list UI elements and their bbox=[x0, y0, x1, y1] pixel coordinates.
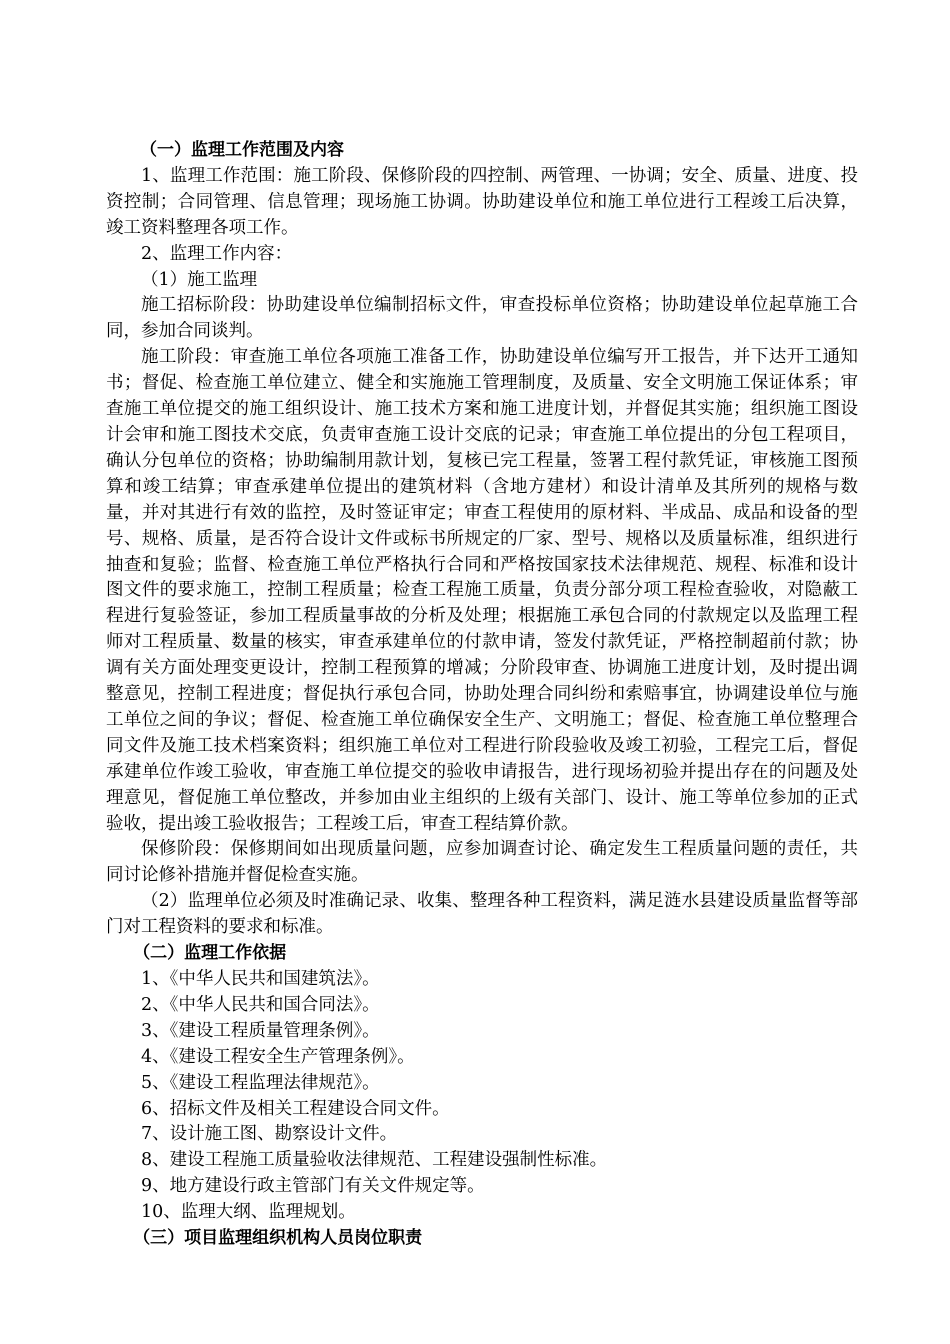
paragraph-warranty-stage: 保修阶段：保修期间如出现质量问题，应参加调查讨论、确定发生工程质量问题的责任，共同讨论修补措施并督促检查实施。 bbox=[106, 839, 858, 886]
list-item: 2、《中华人民共和国合同法》。 bbox=[141, 994, 380, 1015]
section-heading-3: （三）项目监理组织机构人员岗位职责 bbox=[133, 1228, 423, 1249]
list-item: 10、监理大纲、监理规划。 bbox=[141, 1202, 356, 1223]
list-item: 9、地方建设行政主管部门有关文件规定等。 bbox=[141, 1176, 485, 1197]
list-item: 1、《中华人民共和国建筑法》。 bbox=[141, 969, 380, 989]
document-page bbox=[106, 138, 858, 1252]
list-item: 3、《建设工程质量管理条例》。 bbox=[141, 1020, 380, 1041]
list-item: 5、《建设工程监理法律规范》。 bbox=[141, 1072, 380, 1093]
list-item: 4、《建设工程安全生产管理条例》。 bbox=[141, 1046, 415, 1067]
paragraph-records: （2）监理单位必须及时准确记录、收集、整理各种工程资料，满足涟水县建设质量监督等部门对工程资料的要求和标准。 bbox=[106, 891, 858, 938]
list-item: 6、招标文件及相关工程建设合同文件。 bbox=[141, 1098, 450, 1119]
section-heading-1: （一）监理工作范围及内容 bbox=[140, 140, 344, 160]
paragraph-scope: 1、监理工作范围：施工阶段、保修阶段的四控制、两管理、一协调；安全、质量、进度、投资控制；合同管理、信息管理；现场施工协调。协助建设单位和施工单位进行工程竣工后决算，竣工资料整理各项工作。 bbox=[106, 165, 858, 238]
paragraph-content-label: 2、监理工作内容： bbox=[141, 243, 293, 264]
list-item: 8、建设工程施工质量验收法律规范、工程建设强制性标准。 bbox=[141, 1150, 608, 1171]
paragraph-bidding-stage: 施工招标阶段：协助建设单位编制招标文件，审查投标单位资格；协助建设单位起草施工合同，参加合同谈判。 bbox=[106, 295, 858, 342]
section-heading-2: （二）监理工作依据 bbox=[133, 943, 287, 964]
paragraph-construction-stage: 施工阶段：审查施工单位各项施工准备工作，协助建设单位编写开工报告，并下达开工通知书；督促、检查施工单位建立、健全和实施施工管理制度，及质量、安全文明施工保证体系；审查施工单位提交的施工组织设计、施工技术方案和施工进度计划，并督促其实施；组织施工图设计会审和施工图技术交底，负责审查施工设计交底的记录；审查施工单位提出的分包工程项目，确认分包单位的资格；协助编制用款计划，复核已完工程量，签署工程付款凭证，审核施工图预算和竣工结算；审查承建单位提出的建筑材料（含地方建材）和设计清单及其所列的规格与数量，并对其进行有效的监控，及时签证审定；审查工程使用的原材料、半成品、成品和设备的型号、规格、质量，是否符合设计文件或标书所规定的厂家、型号、规格以及质量标准，组织进行抽查和复验；监督、检查施工单位严格执行合同和严格按国家技术法律规范、规程、标准和设计图文件的要求施工，控制工程质量；检查工程施工质量，负责分部分项工程检查验收，对隐蔽工程进行复验签证，参加工程质量事故的分析及处理；根据施工承包合同的付款规定以及监理工程师对工程质量、数量的核实，审查承建单位的付款申请，签发付款凭证，严格控制超前付款；协调有关方面处理变更设计，控制工程预算的增减；分阶段审查、协调施工进度计划，及时提出调整意见，控制工程进度；督促执行承包合同，协助处理合同纠纷和索赔事宜，协调建设单位与施工单位之间的争议；督促、检查施工单位确保安全生产、文明施工；督促、检查施工单位整理合同文件及施工技术档案资料；组织施工单位对工程进行阶段验收及竣工初验，工程完工后，督促承建单位作竣工验收，审查施工单位提交的验收申请报告，进行现场初验并提出存在的问题及处理意见，督促施工单位整改，并参加由业主组织的上级有关部门、设计、施工等单位参加的正式验收，提出竣工验收报告；工程竣工后，审查工程结算价款。 bbox=[106, 347, 858, 834]
paragraph-construction-supervision: （1）施工监理 bbox=[141, 269, 258, 290]
list-item: 7、设计施工图、勘察设计文件。 bbox=[141, 1124, 398, 1145]
